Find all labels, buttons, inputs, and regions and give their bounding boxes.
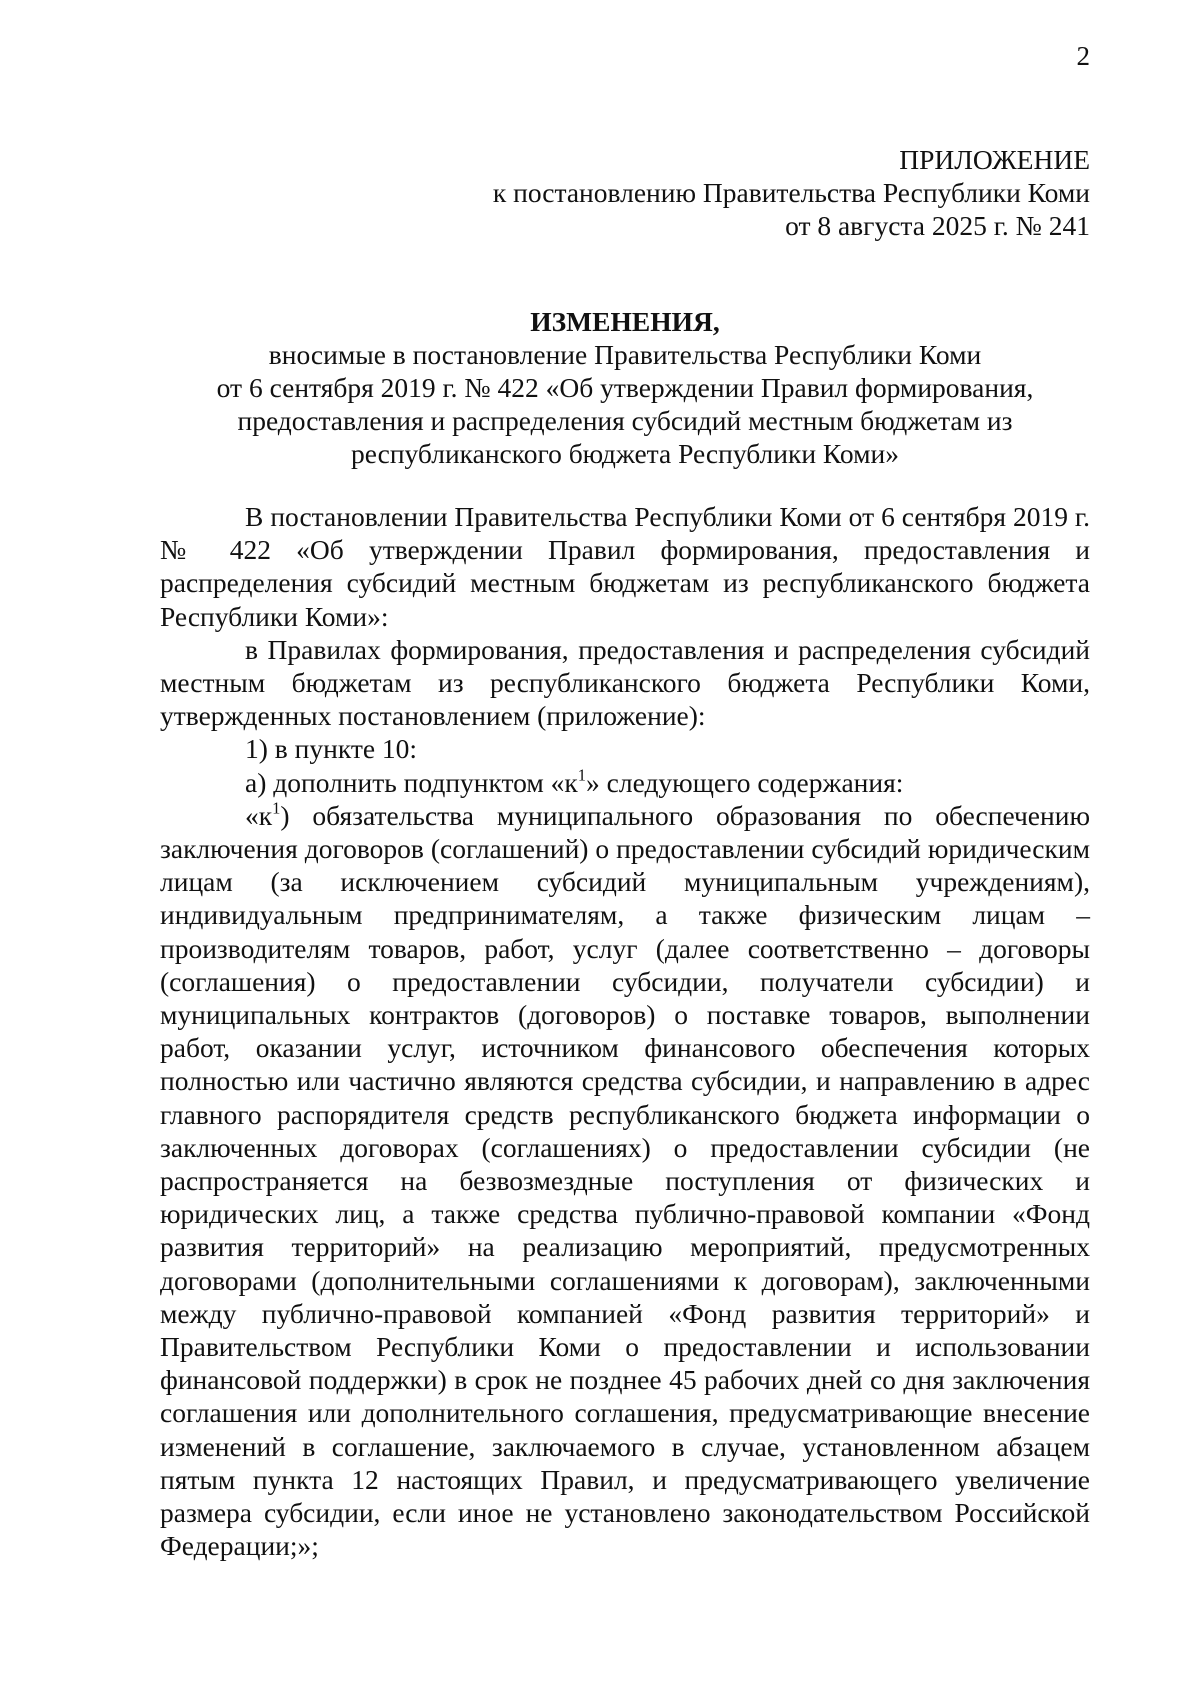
title-heading: ИЗМЕНЕНИЯ, (530, 306, 720, 337)
paragraph-rules: в Правилах формирования, предоставления и распределения субсидий местным бюджетам из республиканского бюджета Республики Коми, утвержденных постановлением (приложение): (160, 633, 1090, 732)
page-number: 2 (1076, 41, 1090, 71)
subpoint-a-text-start: а) дополнить подпунктом «к (245, 766, 578, 798)
subpoint-a-superscript: 1 (577, 765, 587, 785)
title-line-4: республиканского бюджета Республики Коми» (350, 438, 899, 469)
title-line-1: вносимые в постановление Правительства Республики Коми (268, 339, 982, 370)
paragraph-k1-text (160, 799, 1090, 1563)
paragraph-point-10: 1) в пункте 10: (245, 733, 418, 765)
document-title (160, 305, 1090, 470)
paragraph-intro: В постановлении Правительства Республики Коми от 6 сентября 2019 г. № 422 «Об утверждении Правил формирования, предоставления и распределения субсидий местным бюджетам из республиканского бюджета Республики Коми»: (160, 501, 1090, 632)
appendix-resolution-line: к постановлению Правительства Республики Коми (492, 177, 1090, 208)
paragraph-subpoint-a (160, 766, 1090, 799)
subpoint-a-text-end: » следующего содержания: (586, 766, 904, 798)
appendix-date-line: от 8 августа 2025 г. № 241 (785, 210, 1090, 241)
k1-text-start: «к (245, 799, 273, 831)
title-line-3: предоставления и распределения субсидий местным бюджетам из (237, 405, 1013, 436)
title-line-2: от 6 сентября 2019 г. № 422 «Об утверждении Правил формирования, (216, 372, 1034, 403)
k1-text-end: ) обязательства муниципального образования по обеспечению заключения договоров (соглашений) о предоставлении субсидий юридическим лицам (за исключением субсидий муниципальным учреждениям), индивидуальным предпринимателям, а также физическим лицам – производителям товаров, работ, услуг (далее соответственно – договоры (соглашения) о предоставлении субсидии, получатели субсидии) и муниципальных контрактов (договоров) о поставке товаров, выполнении работ, оказании услуг, источником финансового обеспечения которых полностью или частично являются средства субсидии, и направлению в адрес главного распорядителя средств республиканского бюджета информации о заключенных договорах (соглашениях) о предоставлении субсидии (не распространяется на безвозмездные поступления от физических и юридических лиц, а также средства публично-правовой компании «Фонд развития территорий» на реализацию мероприятий, предусмотренных договорами (дополнительными соглашениями к договорам), заключенными между публично-правовой компанией «Фонд развития территорий» и Правительством Республики Коми о предоставлении и использовании финансовой поддержки) в срок не позднее 45 рабочих дней со дня заключения соглашения или дополнительного соглашения, предусматривающие внесение изменений в соглашение, заключаемого в случае, установленном абзацем пятым пункта 12 настоящих Правил, и предусматривающего увеличение размера субсидии, если иное не установлено законодательством Российской Федерации;»; (160, 799, 1090, 1562)
appendix-header (300, 143, 1090, 242)
appendix-label: ПРИЛОЖЕНИЕ (899, 144, 1090, 175)
document-body (160, 500, 1090, 1563)
k1-superscript: 1 (272, 798, 281, 818)
